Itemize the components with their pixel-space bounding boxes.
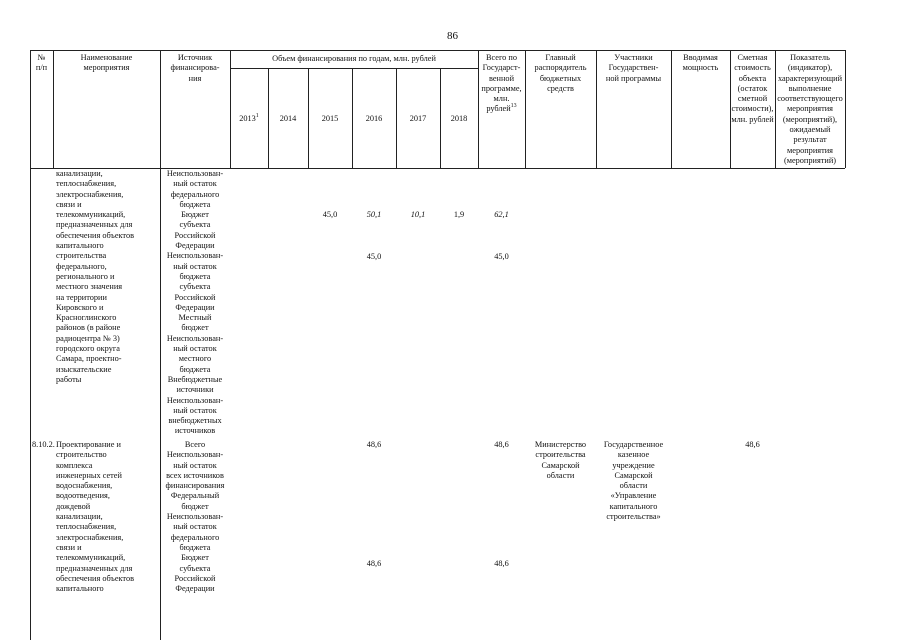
row-8-10-2-number: 8.10.2. bbox=[32, 440, 55, 449]
row-8-10-2-participants: Государственное казенное учреждение Самарской области «Управление капитального строительства» bbox=[603, 440, 664, 522]
regional-budget-2018: 1,9 bbox=[453, 210, 465, 219]
row-continued-name: канализации, теплоснабжения, электроснабжения, связи и телекоммуникаций, предназначенных для обеспечения объектов капитального строительства федерального, регионального и местного значения на территории Кировского и Красноглинского районов (в районе радиоцентра № 3) городского округа Самара, проектно- изыскательские работы bbox=[56, 169, 135, 384]
row-8-10-2-regional-total: 48,6 bbox=[494, 559, 509, 568]
all-sources-2016: 48,6 bbox=[366, 440, 382, 449]
year-2014-header: 2014 bbox=[279, 114, 297, 123]
regional-budget-total: 62,1 bbox=[494, 210, 509, 219]
header-indicator: Показатель (индикатор), характеризующий выполнение соответствующего мероприятия (мероприятий), ожидаемый результат мероприятия (мероприятий) bbox=[777, 53, 843, 165]
year-2018-header: 2018 bbox=[450, 114, 468, 123]
row-8-10-2-regional-2016: 48,6 bbox=[366, 559, 382, 568]
col-divider bbox=[230, 50, 231, 168]
regional-unused-2016: 45,0 bbox=[366, 252, 382, 261]
col-divider bbox=[845, 50, 846, 168]
row-8-10-2-name: Проектирование и строительство комплекса инженерных сетей водоснабжения, водоотведения, дождевой канализации, теплоснабжения, электроснабжения, связи и телекоммуникаций, предназначенных для обеспечения объектов капитального bbox=[56, 440, 135, 594]
header-main-manager: Главный распорядитель бюджетных средств bbox=[534, 53, 587, 93]
header-total bbox=[478, 53, 525, 115]
header-name: Наименование мероприятия bbox=[80, 53, 133, 73]
regional-budget-2016: 50,1 bbox=[366, 210, 382, 219]
year-2016-header: 2016 bbox=[365, 114, 383, 123]
regional-unused-total: 45,0 bbox=[494, 252, 509, 261]
header-estimate: Сметная стоимость объекта (остаток сметной стоимости), млн. рублей bbox=[731, 53, 774, 124]
header-participants: Участники Государствен- ной программы bbox=[605, 53, 662, 83]
year-2015-header: 2015 bbox=[321, 114, 339, 123]
header-financing-group: Объем финансирования по годам, млн. рублей bbox=[272, 54, 436, 63]
year-2013-footnote: 1 bbox=[255, 113, 259, 120]
header-total-label: Всего по Государст- венной программе, млн. рублей bbox=[481, 53, 522, 114]
regional-budget-2015: 45,0 bbox=[322, 210, 338, 219]
year-2017-header: 2017 bbox=[409, 114, 427, 123]
col-divider bbox=[30, 50, 31, 640]
row-8-10-2-estimate: 48,6 bbox=[745, 440, 760, 449]
row-8-10-2-sources: Всего Неиспользован- ный остаток всех источников финансирования Федеральный бюджет Неиспользован- ный остаток федерального бюджета Бюджет субъекта Российской Федерации bbox=[165, 440, 225, 594]
header-total-footnote: 13 bbox=[510, 103, 517, 110]
table-top-border bbox=[30, 50, 845, 51]
page-number: 86 bbox=[447, 30, 458, 42]
header-capacity: Вводимая мощность bbox=[682, 53, 719, 73]
header-no: № п/п bbox=[35, 53, 48, 73]
year-2013-header bbox=[230, 114, 268, 124]
row-8-10-2-main-manager: Министерство строительства Самарской области bbox=[534, 440, 587, 480]
financing-table bbox=[30, 50, 875, 640]
header-source: Источник финансирова- ния bbox=[170, 53, 220, 83]
regional-budget-2017: 10,1 bbox=[410, 210, 426, 219]
all-sources-total: 48,6 bbox=[494, 440, 509, 449]
row-continued-sources: Неиспользован- ный остаток федерального бюджета Бюджет субъекта Российской Федерации Неиспользован- ный остаток бюджета субъекта Российской Федерации Местный бюджет Неиспользован- ный остаток местного бюджета Внебюджетные источники Неиспользован- ный остаток внебюджетных источников bbox=[166, 169, 224, 436]
year-2013-label: 2013 bbox=[239, 114, 256, 123]
